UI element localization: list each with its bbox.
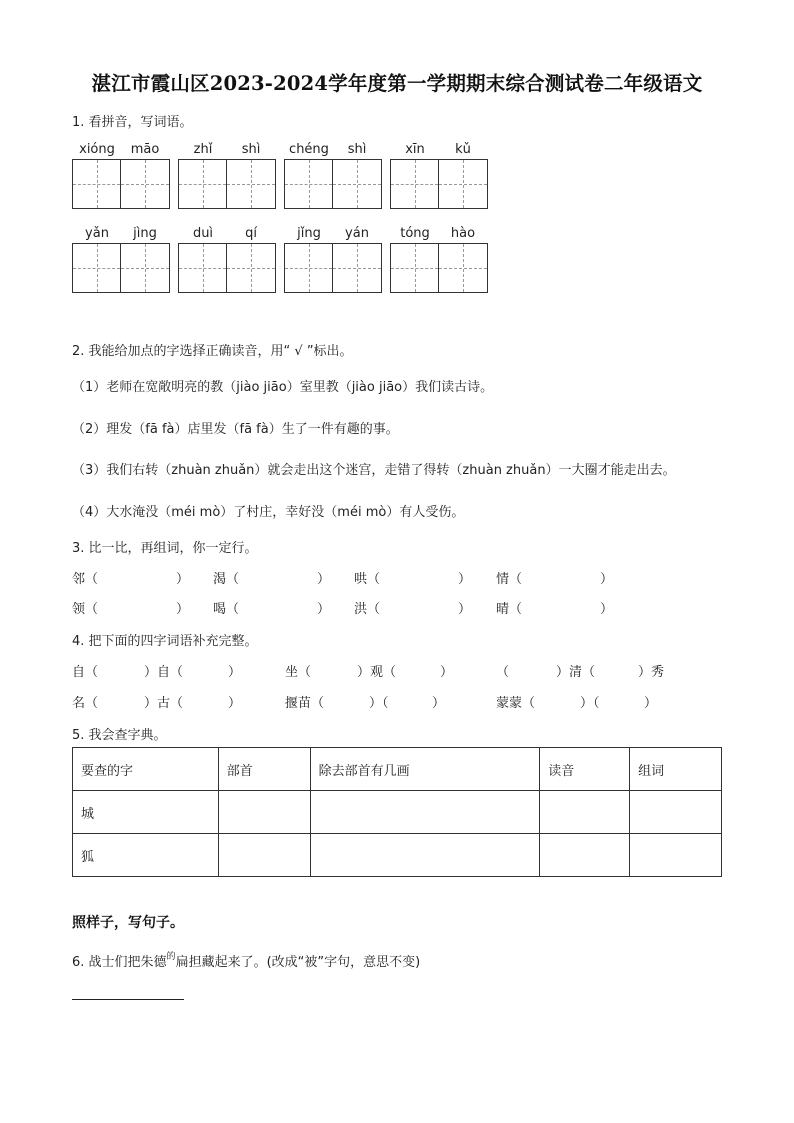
pinyin: kǔ (455, 142, 471, 157)
table-header-row (73, 748, 722, 791)
q3-word: ） (176, 602, 190, 617)
pinyin: hào (450, 226, 476, 241)
q4-idiom-part: ） (228, 696, 242, 711)
table-cell[interactable] (630, 834, 722, 877)
q4-idiom-part: ） (432, 696, 446, 711)
q4-idiom-part: ）古（ (144, 696, 184, 711)
q4-idiom-part: （ (496, 665, 510, 680)
q3-prompt: 3. 比一比，再组词，你一定行。 (72, 541, 258, 556)
table-cell[interactable] (218, 834, 310, 877)
pinyin: yán (345, 226, 369, 241)
q2-item: （1）老师在宽敞明亮的教（jiào jiāo）室里教（jiào jiāo）我们读古诗。 (72, 380, 494, 395)
q4-idiom-part: 名（ (72, 696, 99, 711)
pinyin: xióng (79, 142, 115, 157)
q4-idiom-part: ）（ (369, 696, 389, 711)
q6-prompt (72, 951, 420, 970)
table-header: 读音 (540, 748, 630, 791)
table-header: 除去部首有几画 (310, 748, 540, 791)
q4-prompt: 4. 把下面的四字词语补充完整。 (72, 634, 258, 649)
table-cell[interactable] (540, 791, 630, 834)
answer-line[interactable] (72, 999, 184, 1000)
table-cell[interactable] (630, 791, 722, 834)
dictionary-table (72, 747, 722, 877)
pinyin: jìng (133, 226, 157, 241)
q3-word: ） (176, 572, 190, 587)
q3-word: 喝（ (213, 602, 240, 617)
q3-word: 领（ (72, 602, 99, 617)
q4-idiom-part: ） (644, 696, 658, 711)
q3-word: ） (317, 572, 331, 587)
q4-idiom-part: ）（ (580, 696, 600, 711)
table-row (73, 791, 722, 834)
q4-idiom-part: ） (228, 665, 242, 680)
pinyin: xīn (405, 142, 425, 157)
q5-prompt: 5. 我会查字典。 (72, 728, 167, 743)
q3-word: ） (600, 602, 614, 617)
q3-word: ） (458, 572, 472, 587)
table-row (73, 834, 722, 877)
pinyin: zhǐ (193, 142, 213, 157)
pinyin: jǐng (297, 226, 321, 241)
pinyin: duì (192, 226, 214, 241)
q4-idiom-part: ） (440, 665, 454, 680)
section-heading: 照样子，写句子。 (72, 915, 184, 931)
q2-item: （2）理发（fā fà）店里发（fā fà）生了一件有趣的事。 (72, 422, 399, 437)
q4-idiom-part: 揠苗（ (285, 696, 325, 711)
exam-title: 湛江市霞山区2023-2024学年度第一学期期末综合测试卷二年级语文 (91, 72, 703, 95)
q4-idiom-part: ）自（ (144, 665, 184, 680)
table-cell-char: 狐 (73, 834, 219, 877)
pinyin: yǎn (85, 226, 109, 241)
q4-idiom-part: 蒙蒙（ (496, 696, 536, 711)
writing-grid[interactable] (178, 159, 276, 209)
q3-word: ） (458, 602, 472, 617)
q1-prompt: 1. 看拼音，写词语。 (72, 115, 193, 130)
q3-word: 渴（ (213, 572, 240, 587)
q4-idiom-part: 自（ (72, 665, 99, 680)
pinyin: shì (241, 142, 261, 157)
q6-text-part: 6. 战士们把朱德 (72, 955, 167, 970)
writing-grid[interactable] (390, 243, 488, 293)
q2-item: （3）我们右转（zhuàn zhuǎn）就会走出这个迷宫，走错了得转（zhuàn zhuǎn）一大圈才能走出去。 (72, 463, 676, 478)
writing-grid[interactable] (178, 243, 276, 293)
table-cell[interactable] (310, 791, 540, 834)
q4-idiom-part: ）秀 (638, 665, 665, 680)
table-cell[interactable] (540, 834, 630, 877)
q3-word: 洪（ (354, 602, 381, 617)
table-header: 部首 (218, 748, 310, 791)
q4-idiom-part: ）清（ (556, 665, 596, 680)
pinyin: qí (245, 226, 257, 241)
table-cell-char: 城 (73, 791, 219, 834)
table-header: 组词 (630, 748, 722, 791)
pinyin: māo (130, 142, 160, 157)
q3-word: 晴（ (496, 602, 523, 617)
pinyin: chéng (289, 142, 329, 157)
table-header: 要查的字 (73, 748, 219, 791)
pinyin: tóng (400, 226, 430, 241)
q2-prompt: 2. 我能给加点的字选择正确读音，用“ √ ”标出。 (72, 344, 353, 359)
writing-grid[interactable] (72, 243, 170, 293)
q3-word: ） (600, 572, 614, 587)
q3-word: ） (317, 602, 331, 617)
table-cell[interactable] (218, 791, 310, 834)
writing-grid[interactable] (284, 159, 382, 209)
q4-idiom-part: 坐（ (285, 665, 312, 680)
q6-text-part: 扁担藏起来了。(改成“被”字句，意思不变) (175, 955, 421, 970)
q2-item: （4）大水淹没（méi mò）了村庄，幸好没（méi mò）有人受伤。 (72, 505, 465, 520)
pinyin: shì (347, 142, 367, 157)
writing-grid[interactable] (284, 243, 382, 293)
writing-grid[interactable] (72, 159, 170, 209)
writing-grid[interactable] (390, 159, 488, 209)
q3-word: 情（ (496, 572, 523, 587)
q3-word: 邻（ (72, 572, 99, 587)
q3-word: 哄（ (354, 572, 381, 587)
table-cell[interactable] (310, 834, 540, 877)
q4-idiom-part: ）观（ (357, 665, 397, 680)
q6-superscript: 的 (166, 952, 176, 962)
